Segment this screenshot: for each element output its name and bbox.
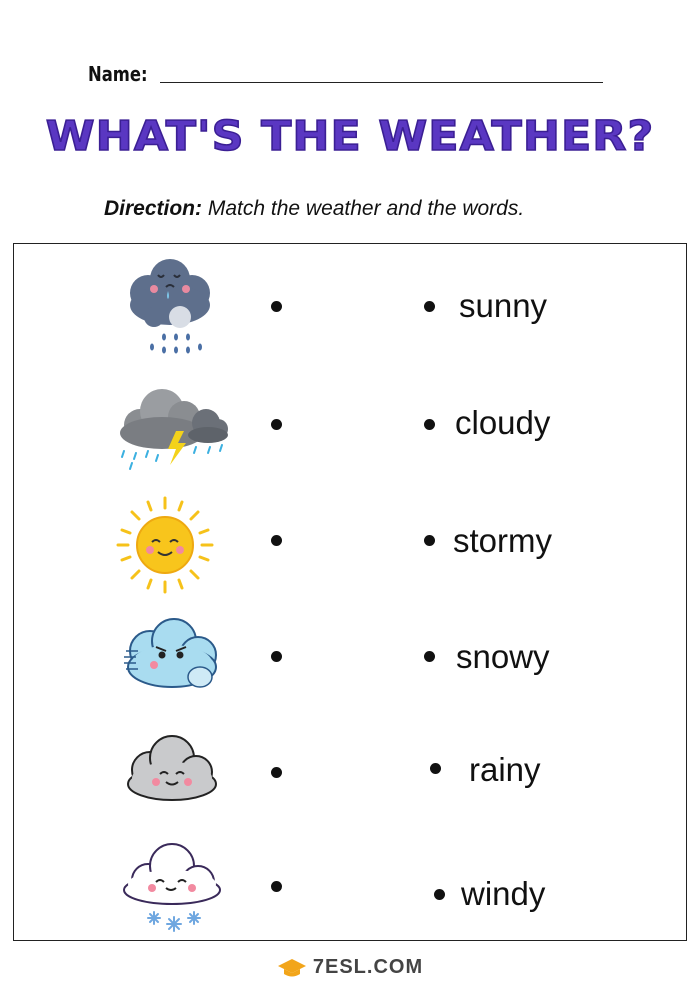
left-dot[interactable] <box>271 881 282 892</box>
weather-word: cloudy <box>455 404 551 441</box>
left-dot[interactable] <box>271 535 282 546</box>
worksheet-title: WHAT'S THE WEATHER? <box>45 112 655 160</box>
weather-word: snowy <box>456 638 550 675</box>
right-dot[interactable] <box>434 889 445 900</box>
direction-instruction: Match the weather and the words. <box>202 197 525 220</box>
left-dot[interactable] <box>271 651 282 662</box>
direction-text <box>104 197 524 221</box>
graduation-cap-icon <box>277 957 307 979</box>
match-row <box>0 605 700 715</box>
storm-cloud-icon <box>110 375 230 485</box>
left-dot[interactable] <box>271 301 282 312</box>
name-label: Name: <box>88 62 148 86</box>
right-dot[interactable] <box>430 763 441 774</box>
cloud-icon <box>110 720 230 830</box>
match-row <box>0 490 700 600</box>
name-line[interactable] <box>160 82 603 83</box>
wind-cloud-icon <box>110 605 230 715</box>
left-dot[interactable] <box>271 419 282 430</box>
match-row <box>0 255 700 365</box>
weather-word: sunny <box>459 287 548 324</box>
weather-word: windy <box>461 875 546 912</box>
weather-word: rainy <box>469 751 541 788</box>
direction-label: Direction: <box>104 197 203 220</box>
right-dot[interactable] <box>424 535 435 546</box>
weather-word: stormy <box>453 522 552 559</box>
footer <box>0 956 700 979</box>
name-row <box>88 62 161 86</box>
match-row <box>0 836 700 946</box>
sun-icon <box>110 490 230 600</box>
brand-name[interactable]: 7ESL.COM <box>312 956 424 978</box>
right-dot[interactable] <box>424 419 435 430</box>
match-row <box>0 375 700 485</box>
rain-cloud-icon <box>110 255 230 365</box>
snow-cloud-icon <box>110 836 230 946</box>
left-dot[interactable] <box>271 767 282 778</box>
right-dot[interactable] <box>424 651 435 662</box>
right-dot[interactable] <box>424 301 435 312</box>
match-row <box>0 720 700 830</box>
